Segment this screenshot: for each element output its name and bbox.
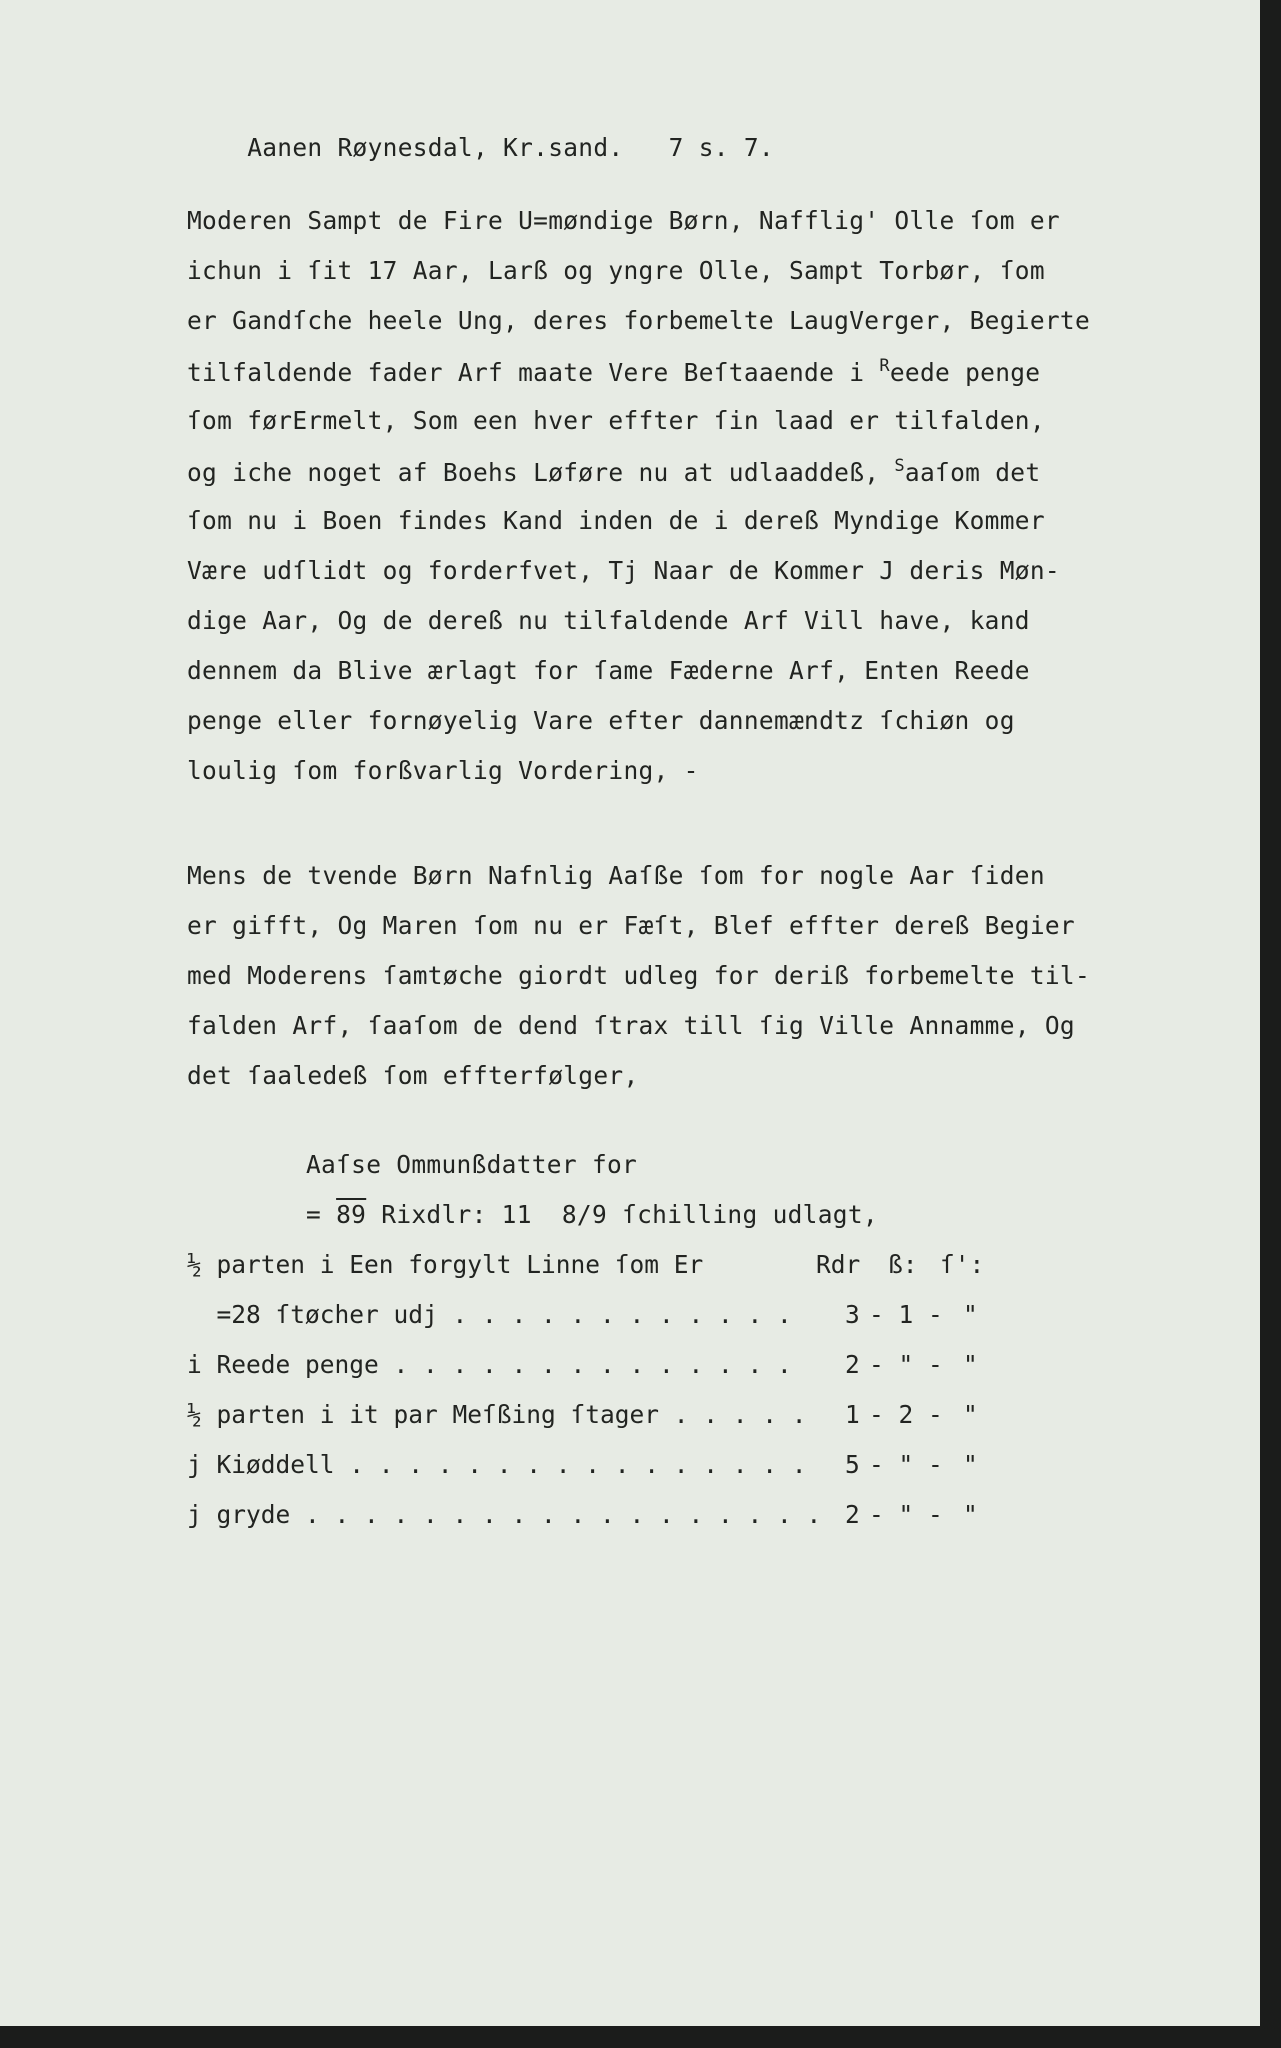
col-header-rdr: Rdr bbox=[816, 1250, 861, 1279]
text-line: det ſaaledeß ſom effterfølger, bbox=[187, 1061, 639, 1090]
row-s: " bbox=[963, 1500, 978, 1529]
row-sk: - " - bbox=[869, 1500, 943, 1529]
row-s: " bbox=[963, 1300, 978, 1329]
row-item: j gryde . . . . . . . . . . . . . . . . . . bbox=[187, 1500, 822, 1529]
page-reference: 7 s. 7. bbox=[668, 133, 774, 162]
row-sk: - " - bbox=[869, 1450, 943, 1479]
superscript-letter: R bbox=[879, 356, 890, 376]
text-line: tilfaldende fader Arf maate Vere Beſtaaende i $^R$eede penge bbox=[187, 356, 1041, 387]
document-title: Aanen Røynesdal, Kr.sand. bbox=[247, 133, 624, 162]
row-sk: - 1 - bbox=[869, 1300, 943, 1329]
row-sk: - " - bbox=[869, 1350, 943, 1379]
row-item: j Kiøddell . . . . . . . . . . . . . . . . bbox=[187, 1450, 807, 1479]
col-header-s: ſ': bbox=[940, 1250, 985, 1279]
row-item: i Reede penge . . . . . . . . . . . . . . bbox=[187, 1350, 792, 1379]
text-line: ſom førErmelt, Som een hver effter ſin laad er tilfalden, bbox=[187, 406, 1045, 435]
row-rdr: 2 bbox=[845, 1500, 860, 1529]
text-line: loulig ſom forßvarlig Vordering, - bbox=[187, 756, 699, 785]
text-line: med Moderens ſamtøche giordt udleg for deriß forbemelte til- bbox=[187, 961, 1091, 990]
row-rdr: 1 bbox=[845, 1400, 860, 1429]
row-rdr: 2 bbox=[845, 1350, 860, 1379]
row-sk: - 2 - bbox=[869, 1400, 943, 1429]
text-line: dennem da Blive ærlagt for ſame Fæderne Arf, Enten Reede bbox=[187, 656, 1030, 685]
text-line: ichun i ſit 17 Aar, Larß og yngre Olle, Sampt Torbør, ſom bbox=[187, 256, 1045, 285]
text-line: falden Arf, ſaaſom de dend ſtrax till ſig Ville Annamme, Og bbox=[187, 1011, 1075, 1040]
text-line: Moderen Sampt de Fire U=møndige Børn, Nafflig' Olle ſom er bbox=[187, 206, 1060, 235]
allotment-name: Aaſse Ommunßdatter for bbox=[306, 1150, 638, 1179]
row-s: " bbox=[963, 1400, 978, 1429]
header-line bbox=[187, 104, 774, 191]
row-s: " bbox=[963, 1450, 978, 1479]
text-line: Mens de tvende Børn Nafnlig Aaſße ſom for nogle Aar ſiden bbox=[187, 861, 1045, 890]
text-line: penge eller fornøyelig Vare efter dannemændtz ſchiøn og bbox=[187, 706, 1015, 735]
allotment-amount: = 89 Rixdlr: 11 8/9 ſchilling udlagt, bbox=[306, 1200, 878, 1229]
rixdlr-number: 89 bbox=[336, 1200, 367, 1229]
row-item: =28 ſtøcher udj . . . . . . . . . . . . bbox=[187, 1300, 792, 1329]
text-line: ſom nu i Boen findes Kand inden de i dereß Myndige Kommer bbox=[187, 506, 1045, 535]
text-line: er gifft, Og Maren ſom nu er Fæſt, Blef effter dereß Begier bbox=[187, 911, 1075, 940]
row-s: " bbox=[963, 1350, 978, 1379]
superscript-letter: S bbox=[894, 456, 905, 476]
col-header-sk: ß: bbox=[888, 1250, 918, 1279]
text-line: Være udſlidt og forderfvet, Tj Naar de Kommer J deris Møn- bbox=[187, 556, 1060, 585]
row-rdr: 3 bbox=[845, 1300, 860, 1329]
row-item: ½ parten i Een forgylt Linne ſom Er bbox=[187, 1250, 704, 1279]
text-line: dige Aar, Og de dereß nu tilfaldende Arf Vill have, kand bbox=[187, 606, 1030, 635]
text-line: er Gandſche heele Ung, deres forbemelte LaugVerger, Begierte bbox=[187, 306, 1091, 335]
row-item: ½ parten i it par Meſßing ſtager . . . . . bbox=[187, 1400, 807, 1429]
row-rdr: 5 bbox=[845, 1450, 860, 1479]
text-line: og iche noget af Boehs Løføre nu at udlaaddeß, $^S$aaſom det bbox=[187, 456, 1041, 487]
